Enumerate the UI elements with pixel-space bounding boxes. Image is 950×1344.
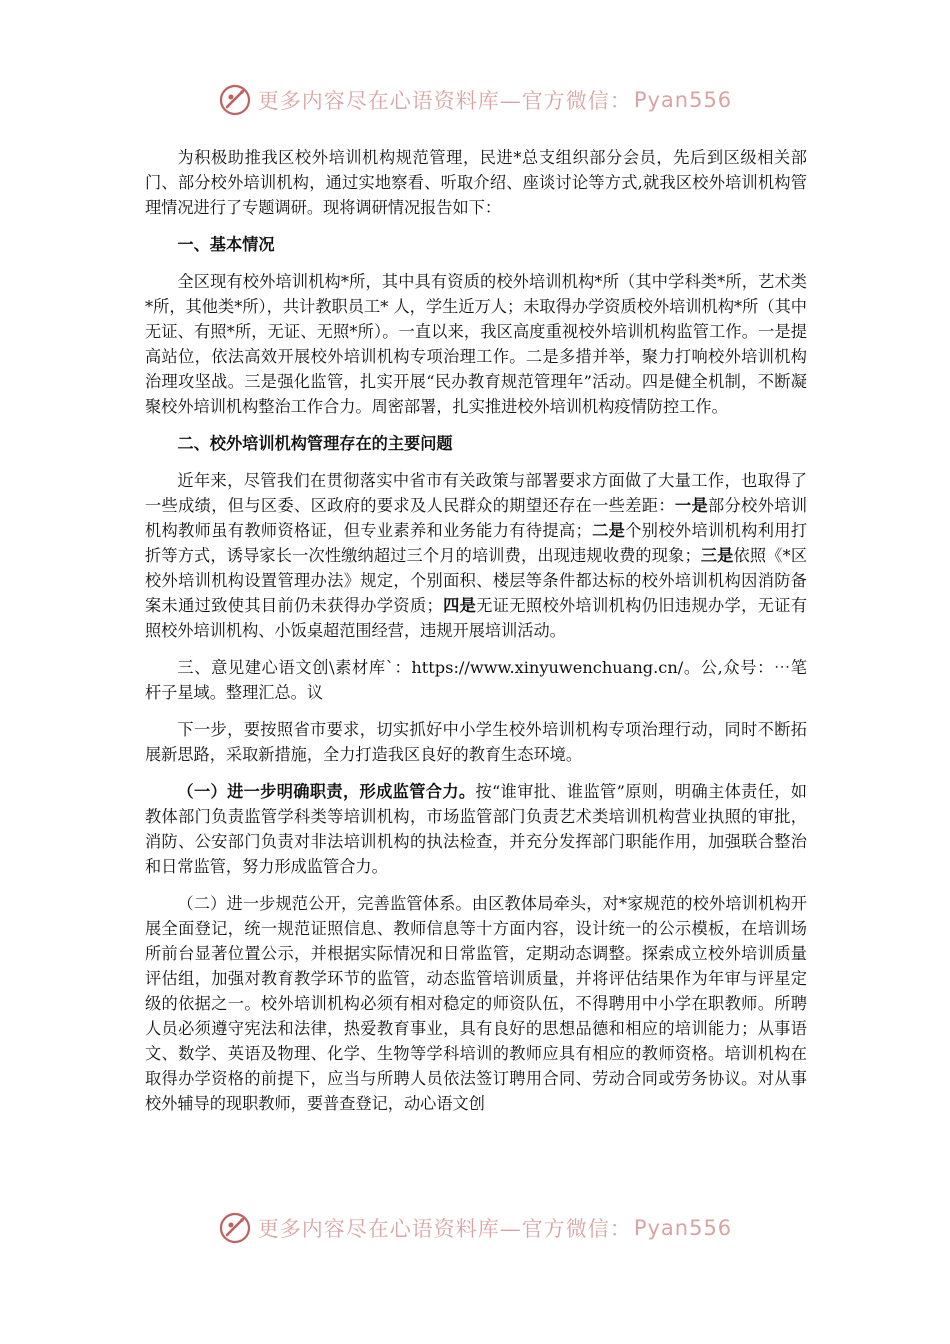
header-watermark-banner xyxy=(0,80,950,120)
section3-intro: 下一步，要按照省市要求，切实抓好中小学生校外培训机构专项治理行动，同时不断拓展新思路，采取新措施，全力打造我区良好的教育生态环境。 xyxy=(145,720,807,764)
section2-intro: 近年来，尽管我们在贯彻落实中省市有关政策与部署要求方面做了大量工作，也取得了一些成绩，但与区委、区政府的要求及人民群众的期望还存在一些差距： xyxy=(145,471,807,515)
point2-label: 二是 xyxy=(591,521,626,540)
logo-icon xyxy=(218,1211,252,1245)
intro-paragraph: 为积极助推我区校外培训机构规范管理，民进*总支组织部分会员，先后到区级相关部门、部分校外培训机构，通过实地察看、听取介绍、座谈讨论等方式,就我区校外培训机构管理情况进行了专题调研。现将调研情况报告如下： xyxy=(145,148,807,217)
footer-watermark-banner xyxy=(0,1208,950,1248)
point1-text: 部分校外培训机构教师虽有教师资格证，但专业素养和业务能力有待提高； xyxy=(145,496,808,540)
banner-wechat-id: Pyan556 xyxy=(633,1216,733,1240)
point3-label: 三是 xyxy=(700,546,734,565)
logo-icon xyxy=(218,83,252,117)
item1-text: 按“谁审批、谁监管”原则，明确主体责任，如教体部门负责监管学科类等培训机构，市场监管部门负责艺术类培训机构营业执照的审批，消防、公安部门负责对非法培训机构的执法检查，并充分发挥部门职能作用，加强联合整治和日常监管，努力形成监管合力。 xyxy=(145,782,807,876)
section1-body: 全区现有校外培训机构*所，其中具有资质的校外培训机构*所（其中学科类*所，艺术类*所，其他类*所），共计教职员工* 人，学生近万人；未取得办学资质校外培训机构*所（其中无证、有照*所，无证、无照*所）。一直以来，我区高度重视校外培训机构监管工作。一是提高站位，依法高效开展校外培训机构专项治理工作。二是多措并举，聚力打响校外培训机构治理攻坚战。三是强化监管，扎实开展“民办教育规范管理年”活动。四是健全机制，不断凝聚校外培训机构整治工作合力。周密部署，扎实推进校外培训机构疫情防控工作。 xyxy=(145,272,807,416)
item1-label: （一）进一步明确职责，形成监管合力。 xyxy=(177,782,476,801)
point3-text: 依照《*区校外培训机构设置管理办法》规定，个别面积、楼层等条件都达标的校外培训机构因消防备案未通过致使其目前仍未获得办学资质； xyxy=(145,546,808,615)
section3-item1 xyxy=(145,779,807,879)
point2-text: 个别校外培训机构利用打折等方式，诱导家长一次性缴纳超过三个月的培训费，出现违规收费的现象； xyxy=(145,521,808,565)
section2-heading: 二、校外培训机构管理存在的主要问题 xyxy=(177,434,453,453)
banner-wechat-id: Pyan556 xyxy=(633,88,733,112)
point1-label: 一是 xyxy=(674,496,709,515)
section3-heading: 三、意见建心语文创\素材库`：https://www.xinyuwenchuang.cn/。公,众号：⋯笔杆子星域。整理汇总。议 xyxy=(145,658,807,702)
section3-item2: （二）进一步规范公开，完善监管体系。由区教体局牵头，对*家规范的校外培训机构开展全面登记，统一规范证照信息、教师信息等十方面内容，设计统一的公示模板，在培训场所前台显著位置公示，并根据实际情况和日常监管，定期动态调整。探索成立校外培训质量评估组，加强对教育教学环节的监管，动态监管培训质量，并将评估结果作为年审与评星定级的依据之一。校外培训机构必须有相对稳定的师资队伍，不得聘用中小学在职教师。所聘人员必须遵守宪法和法律，热爱教育事业，具有良好的思想品德和相应的培训能力；从事语文、数学、英语及物理、化学、生物等学科培训的教师应具有相应的教师资格。培训机构在取得办学资格的前提下，应当与所聘人员依法签订聘用合同、劳动合同或劳务协议。对从事校外辅导的现职教师，要普查登记，动心语文创 xyxy=(145,894,807,1113)
point4-label: 四是 xyxy=(442,596,477,615)
section2-body xyxy=(145,468,807,643)
point4-text: 无证无照校外培训机构仍旧违规办学，无证有照校外培训机构、小饭桌超范围经营，违规开展培训活动。 xyxy=(145,596,808,640)
section1-heading: 一、基本情况 xyxy=(177,235,275,254)
banner-text: 更多内容尽在心语资料库—官方微信： xyxy=(257,1217,632,1241)
banner-text: 更多内容尽在心语资料库—官方微信： xyxy=(257,89,632,113)
document-body xyxy=(145,145,807,1128)
